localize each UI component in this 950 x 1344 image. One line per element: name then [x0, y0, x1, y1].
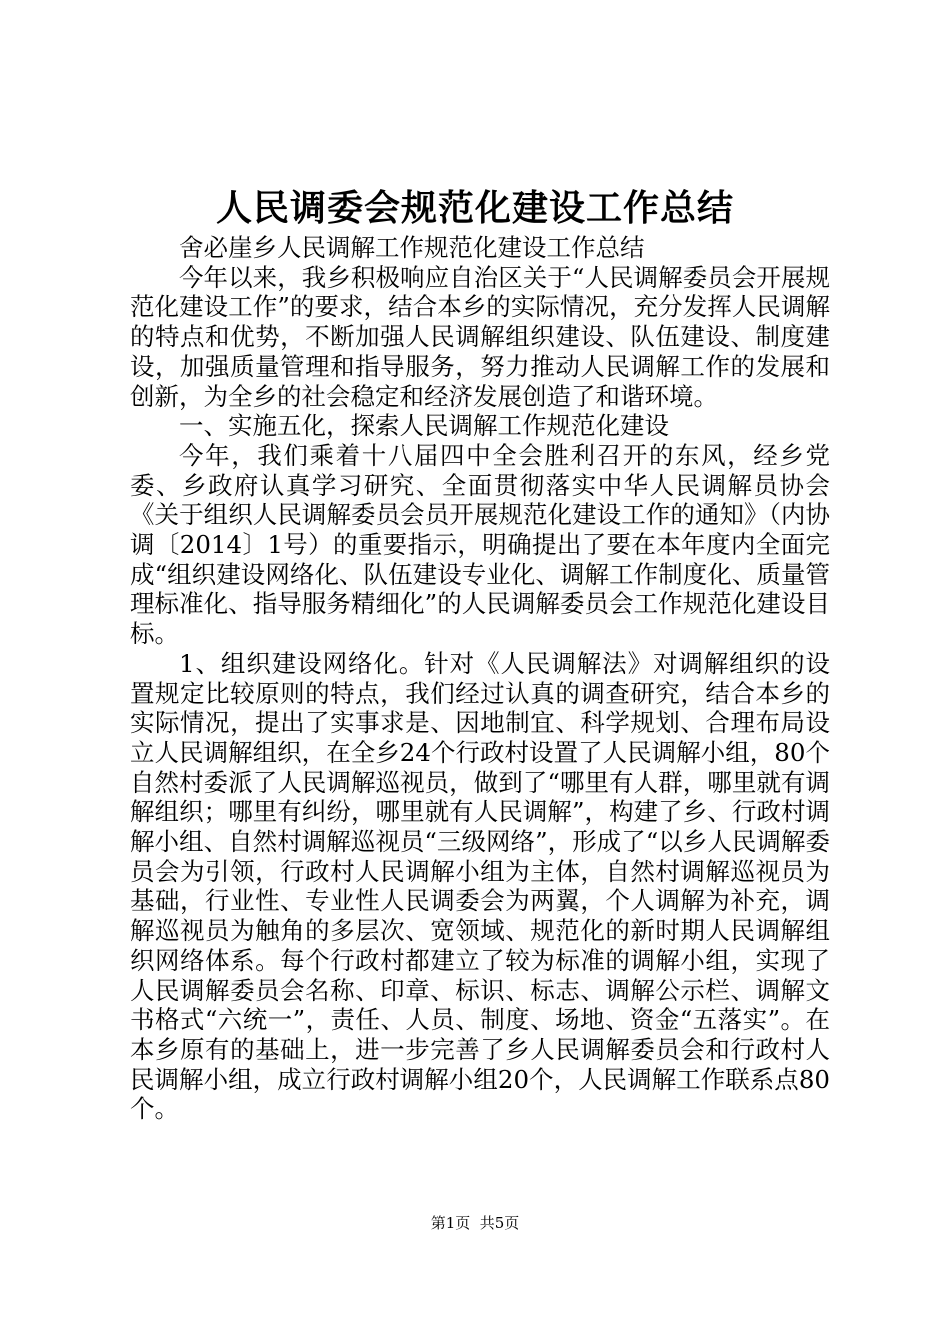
paragraph-subtitle: 舍必崖乡人民调解工作规范化建设工作总结: [179, 233, 645, 262]
paragraph-item-1: 1、组织建设网络化。针对《人民调解法》对调解组织的设置规定比较原则的特点，我们经过认真的调查研究，结合本乡的实际情况，提出了实事求是、因地制宜、科学规划、合理布局设立人民调解组织，在全乡24个行政村设置了人民调解小组，80个自然村委派了人民调解巡视员，做到了“哪里有人群，哪里就有调解组织；哪里有纠纷，哪里就有人民调解”，构建了乡、行政村调解小组、自然村调解巡视员“三级网络”，形成了“以乡人民调解委员会为引领，行政村人民调解小组为主体，自然村调解巡视员为基础，行业性、专业性人民调委会为两翼，个人调解为补充，调解巡视员为触角的多层次、宽领域、规范化的新时期人民调解组织网络体系。每个行政村都建立了较为标准的调解小组，实现了人民调解委员会名称、印章、标识、标志、调解公示栏、调解文书格式“六统一”，责任、人员、制度、场地、资金“五落实”。在本乡原有的基础上，进一步完善了乡人民调解委员会和行政村人民调解小组，成立行政村调解小组20个，人民调解工作联系点80个。: [130, 648, 830, 1124]
document-body: [130, 233, 830, 1124]
document-title: 人民调委会规范化建设工作总结: [215, 187, 734, 229]
page-number: 第1页 共5页: [430, 1214, 520, 1232]
section-heading: 一、实施五化，探索人民调解工作规范化建设: [179, 411, 669, 441]
paragraph-section-body: 今年，我们乘着十八届四中全会胜利召开的东风，经乡党委、乡政府认真学习研究、全面贯彻落实中华人民调解员协会《关于组织人民调解委员会员开展规范化建设工作的通知》（内协调〔2014〕1号）的重要指示，明确提出了要在本年度内全面完成“组织建设网络化、队伍建设专业化、调解工作制度化、质量管理标准化、指导服务精细化”的人民调解委员会工作规范化建设目标。: [130, 440, 830, 649]
paragraph-intro: 今年以来，我乡积极响应自治区关于“人民调解委员会开展规范化建设工作”的要求，结合本乡的实际情况，充分发挥人民调解的特点和优势，不断加强人民调解组织建设、队伍建设、制度建设，加强质量管理和指导服务，努力推动人民调解工作的发展和创新，为全乡的社会稳定和经济发展创造了和谐环境。: [130, 262, 830, 411]
page-footer: [0, 1213, 950, 1233]
